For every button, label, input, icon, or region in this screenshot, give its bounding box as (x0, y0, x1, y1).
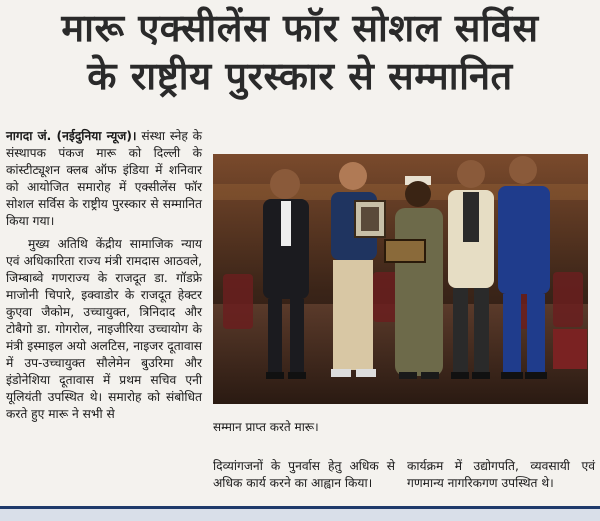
article-continuation-text: दिव्यांगजनों के पुनर्वास हेतु अधिक से अधिक कार्य करने का आह्वान किया। (213, 459, 395, 490)
article-column-left (6, 128, 202, 429)
headline-line-2: के राष्ट्रीय पुरस्कार से सम्मानित (87, 54, 513, 98)
article-closing-text: कार्यक्रम में उद्योगपति, व्यवसायी एवं गणमान्य नागरिकगण उपस्थित थे। (407, 459, 595, 490)
award-ceremony-photo (213, 154, 588, 404)
article-paragraph-1 (6, 128, 202, 230)
article-column-middle (213, 458, 395, 492)
article-lead-text: संस्था स्नेह के संस्थापक पंकज मारू को दिल्ली के कांस्टीट्यूशन क्लब ऑफ इंडिया में शनिवार को आयोजित समारोह में एक्सीलेंस फॉर सोशल सर्विस के राष्ट्रीय पुरस्कार से सम्मानित किया गया। (6, 129, 202, 228)
article-body-text: मुख्य अतिथि केंद्रीय सामाजिक न्याय एवं अधिकारिता राज्य मंत्री रामदास आठवले, जिम्बाब्वे गणराज्य के राजदूत डा. गॉडफ्रे माजोनी चिपारे, इक्वाडोर के राजदूत हेक्टर कुएवा जैकोम, उच्चायुक्त, त्रिनिदाद और टोबैगो डा. गोगरोल, नाइजीरिया उच्चायोग के मंत्री इस्माइल अयो अलटिस, नाइजर दूतावास में उप-उच्चायुक्त सौलेमेन बुउरिमा और इंडोनेशिया दूतावास में प्रथम सचिव एनी यूलियंती उपस्थित थे। समारोह को संबोधित करते हुए मारू ने सभी से (6, 237, 202, 421)
article-paragraph-2 (6, 236, 202, 423)
news-photo (213, 154, 588, 404)
headline (0, 4, 600, 100)
photo-caption: सम्मान प्राप्त करते मारू। (213, 420, 319, 434)
article-column-right (407, 458, 595, 492)
dateline: नागदा जं. (नईदुनिया न्यूज)। (6, 129, 137, 143)
headline-line-1: मारू एक्सीलेंस फॉर सोशल सर्विस (61, 6, 539, 50)
next-article-strip (0, 509, 600, 521)
